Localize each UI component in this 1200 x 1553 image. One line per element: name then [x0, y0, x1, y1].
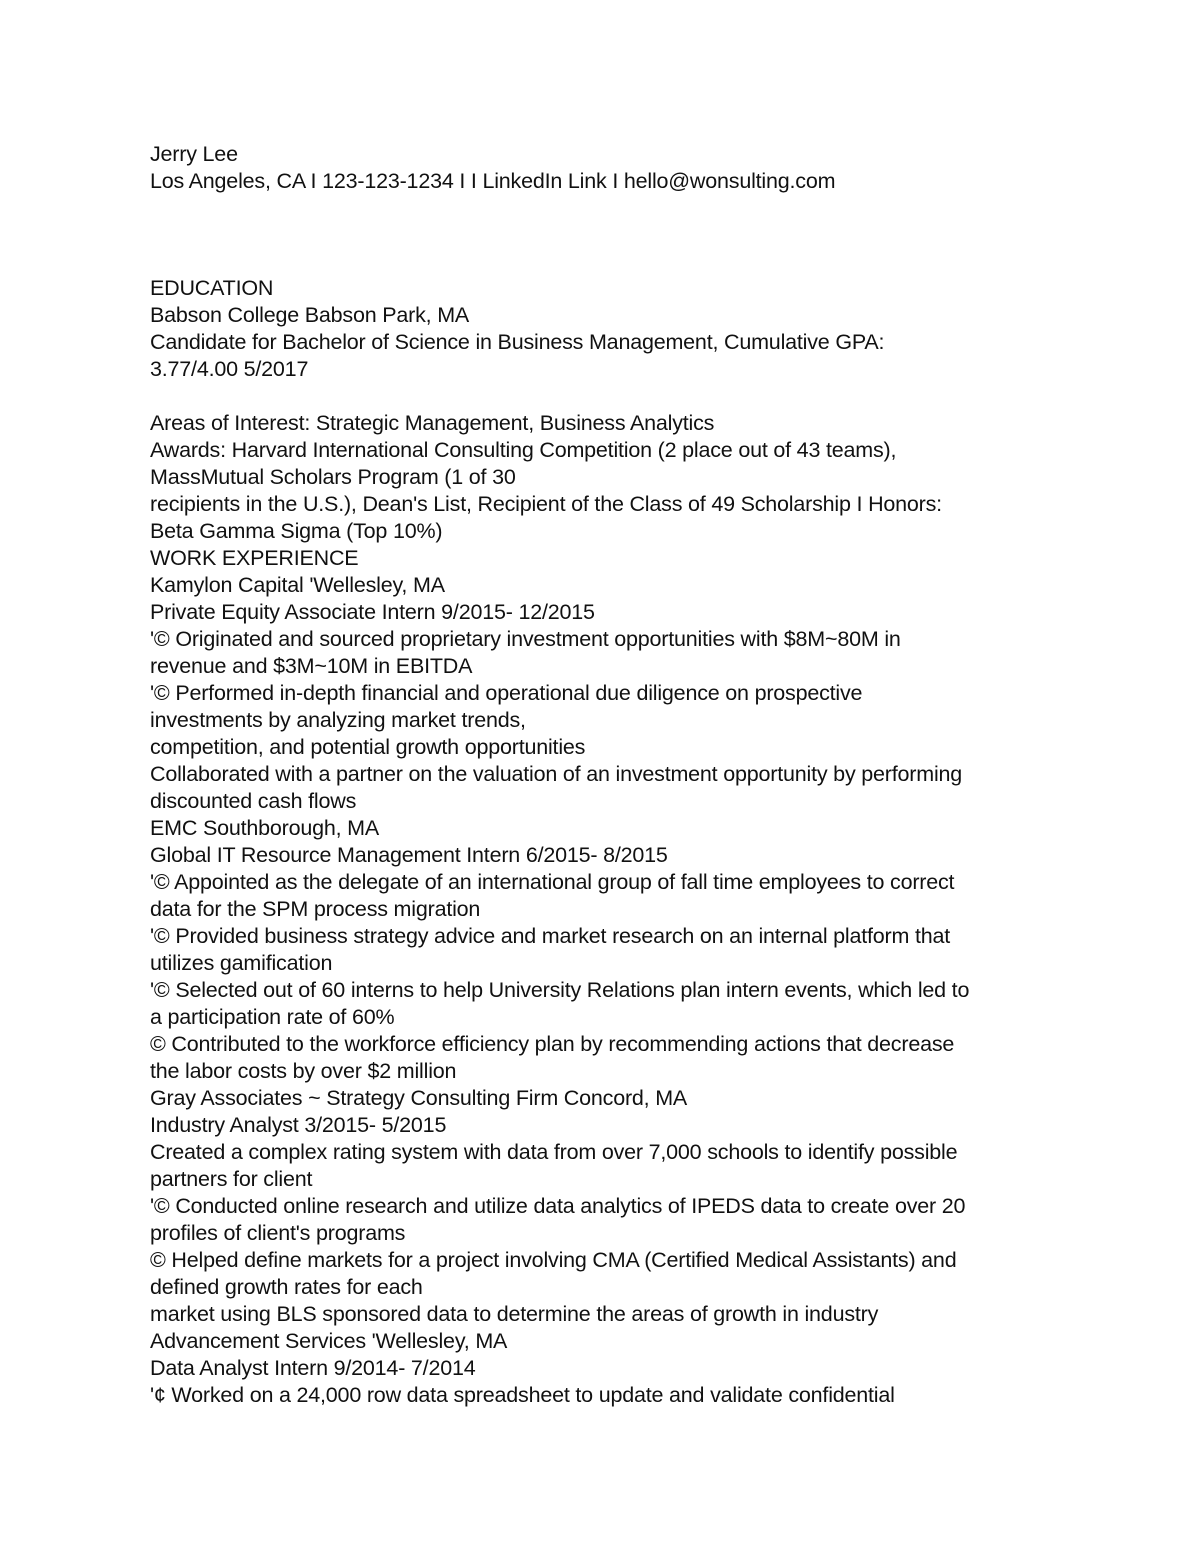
work-line: defined growth rates for each [150, 1275, 423, 1299]
contact-line: Los Angeles, CA I 123-123-1234 I I LinkedIn Link I hello@wonsulting.com [150, 169, 836, 193]
work-line: market using BLS sponsored data to determine the areas of growth in industry [150, 1302, 879, 1326]
work-line: investments by analyzing market trends, [150, 708, 526, 732]
work-line: the labor costs by over $2 million [150, 1059, 457, 1083]
work-line: '¢ Worked on a 24,000 row data spreadsheet to update and validate confidential [150, 1383, 895, 1407]
spacer [150, 383, 1070, 410]
work-line: '© Selected out of 60 interns to help University Relations plan intern events, which led to [150, 978, 970, 1002]
work-line: Gray Associates ~ Strategy Consulting Firm Concord, MA [150, 1086, 688, 1110]
awards-line: MassMutual Scholars Program (1 of 30 [150, 465, 516, 489]
work-line: Private Equity Associate Intern 9/2015- 12/2015 [150, 600, 595, 624]
work-line: discounted cash flows [150, 789, 357, 813]
degree-line: Candidate for Bachelor of Science in Business Management, Cumulative GPA: [150, 330, 885, 354]
interests-line: Areas of Interest: Strategic Management, Business Analytics [150, 411, 715, 435]
work-line: Created a complex rating system with data from over 7,000 schools to identify possible [150, 1140, 958, 1164]
work-line: Industry Analyst 3/2015- 5/2015 [150, 1113, 447, 1137]
work-line: Data Analyst Intern 9/2014- 7/2014 [150, 1356, 476, 1380]
work-line: © Helped define markets for a project involving CMA (Certified Medical Assistants) and [150, 1248, 957, 1272]
spacer [150, 195, 1070, 275]
work-line: '© Originated and sourced proprietary investment opportunities with $8M~80M in [150, 627, 901, 651]
work-line: profiles of client's programs [150, 1221, 406, 1245]
awards-line: Awards: Harvard International Consulting Competition (2 place out of 43 teams), [150, 438, 897, 462]
work-line: EMC Southborough, MA [150, 816, 380, 840]
school-line: Babson College Babson Park, MA [150, 303, 470, 327]
candidate-name: Jerry Lee [150, 142, 238, 166]
gpa-line: 3.77/4.00 5/2017 [150, 357, 309, 381]
work-line: Kamylon Capital 'Wellesley, MA [150, 573, 445, 597]
work-experience-heading: WORK EXPERIENCE [150, 546, 359, 570]
education-heading: EDUCATION [150, 276, 274, 300]
work-line: © Contributed to the workforce efficiency plan by recommending actions that decrease [150, 1032, 955, 1056]
work-line: '© Appointed as the delegate of an international group of fall time employees to correct [150, 870, 955, 894]
work-line: competition, and potential growth opportunities [150, 735, 586, 759]
work-line: Collaborated with a partner on the valuation of an investment opportunity by performing [150, 762, 963, 786]
resume-content [150, 141, 1070, 1409]
work-line: a participation rate of 60% [150, 1005, 395, 1029]
work-line: revenue and $3M~10M in EBITDA [150, 654, 473, 678]
work-line: '© Performed in-depth financial and operational due diligence on prospective [150, 681, 863, 705]
work-line: Global IT Resource Management Intern 6/2015- 8/2015 [150, 843, 668, 867]
awards-line: recipients in the U.S.), Dean's List, Recipient of the Class of 49 Scholarship I Honors: [150, 492, 942, 516]
work-line: utilizes gamification [150, 951, 333, 975]
work-line: '© Conducted online research and utilize data analytics of IPEDS data to create over 20 [150, 1194, 966, 1218]
work-line: Advancement Services 'Wellesley, MA [150, 1329, 508, 1353]
work-line: data for the SPM process migration [150, 897, 481, 921]
work-line: partners for client [150, 1167, 313, 1191]
work-line: '© Provided business strategy advice and market research on an internal platform that [150, 924, 951, 948]
awards-line: Beta Gamma Sigma (Top 10%) [150, 519, 443, 543]
